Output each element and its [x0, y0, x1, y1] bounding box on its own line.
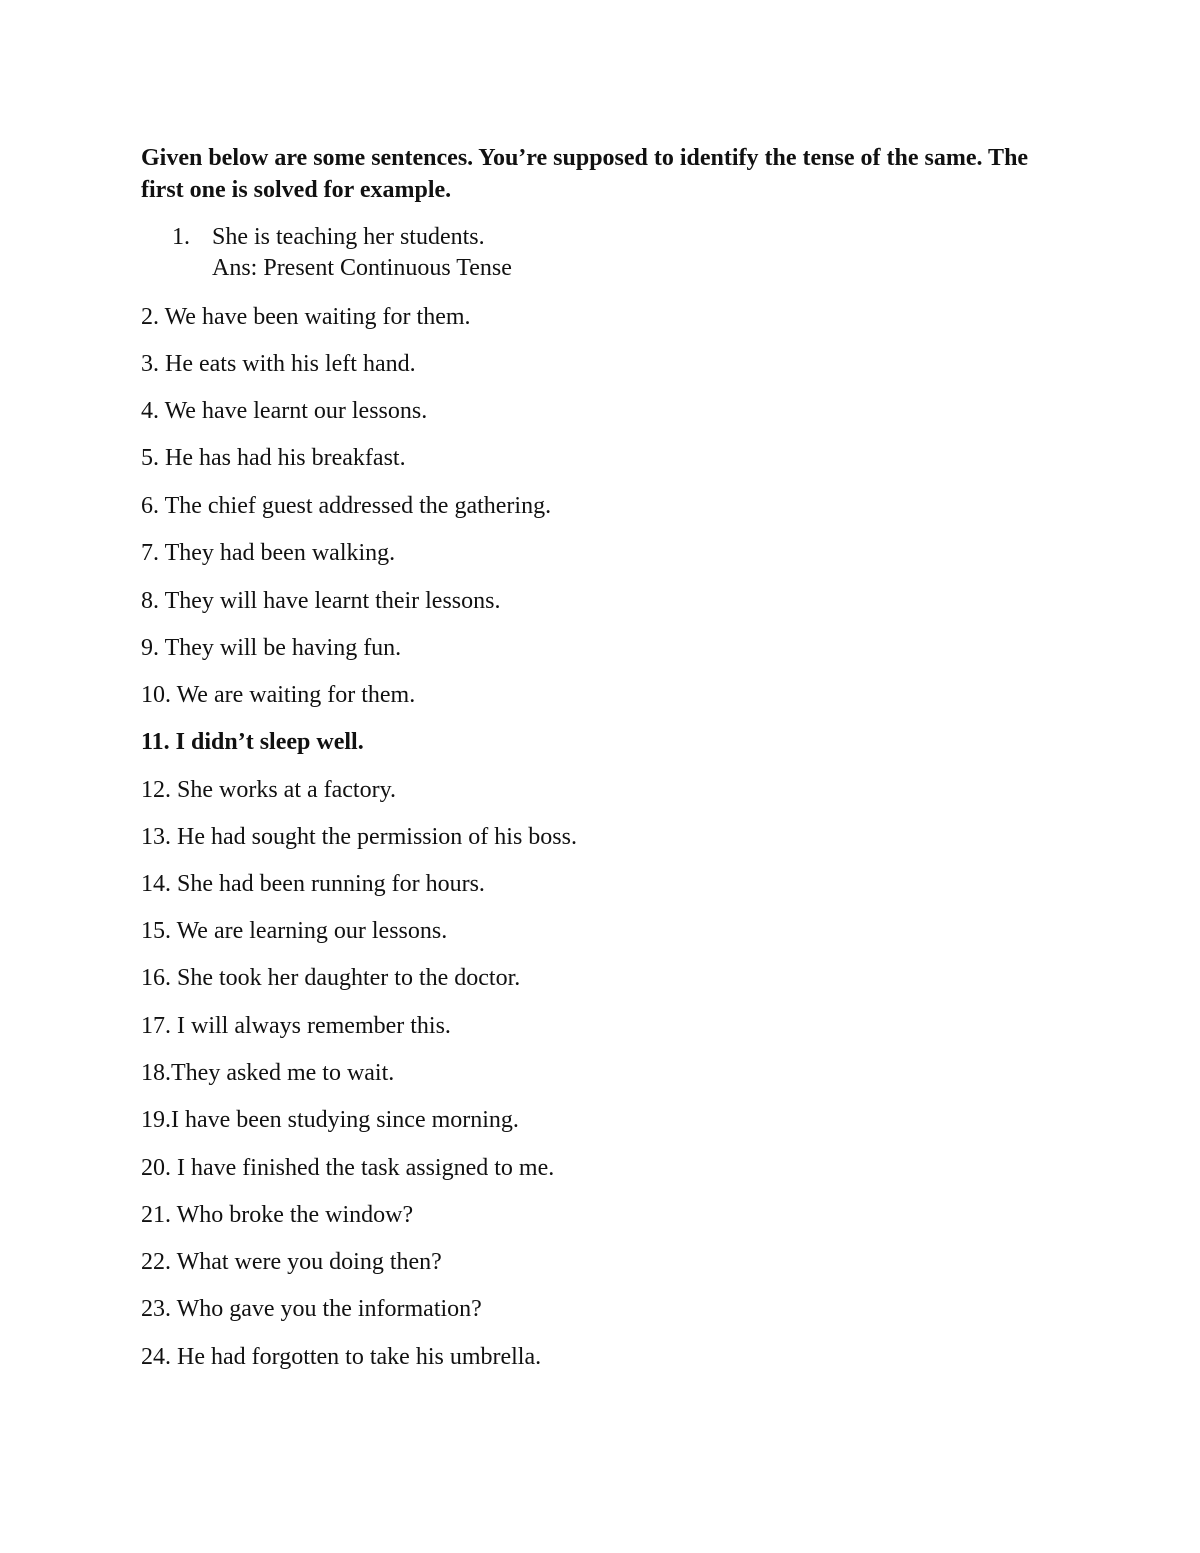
question-item: 3. He eats with his left hand. — [141, 351, 416, 377]
question-item: 8. They will have learnt their lessons. — [141, 588, 501, 614]
question-item: 21. Who broke the window? — [141, 1202, 414, 1228]
question-item: 20. I have finished the task assigned to me. — [141, 1155, 555, 1181]
question-item: 5. He has had his breakfast. — [141, 445, 406, 471]
example-number: 1. — [172, 224, 190, 250]
question-item: 2. We have been waiting for them. — [141, 304, 471, 330]
question-item: 24. He had forgotten to take his umbrella. — [141, 1344, 542, 1370]
question-item: 16. She took her daughter to the doctor. — [141, 965, 521, 991]
question-item: 9. They will be having fun. — [141, 635, 402, 661]
example-answer: Ans: Present Continuous Tense — [212, 255, 512, 281]
example-sentence: She is teaching her students. — [212, 224, 485, 250]
question-item: 14. She had been running for hours. — [141, 871, 485, 897]
question-item: 17. I will always remember this. — [141, 1013, 451, 1039]
question-item: 18.They asked me to wait. — [141, 1060, 395, 1086]
question-item: 10. We are waiting for them. — [141, 682, 416, 708]
question-item: 19.I have been studying since morning. — [141, 1107, 519, 1133]
question-item: 6. The chief guest addressed the gathering. — [141, 493, 552, 519]
instructions-heading: Given below are some sentences. You’re supposed to identify the tense of the same. The first one is solved for example. — [141, 145, 1029, 203]
question-item: 11. I didn’t sleep well. — [141, 729, 364, 755]
question-item: 4. We have learnt our lessons. — [141, 398, 428, 424]
question-item: 15. We are learning our lessons. — [141, 918, 448, 944]
question-item: 12. She works at a factory. — [141, 777, 397, 803]
question-item: 7. They had been walking. — [141, 540, 396, 566]
question-item: 22. What were you doing then? — [141, 1249, 442, 1275]
question-item: 13. He had sought the permission of his boss. — [141, 824, 577, 850]
question-item: 23. Who gave you the information? — [141, 1296, 482, 1322]
example-body — [212, 222, 512, 284]
